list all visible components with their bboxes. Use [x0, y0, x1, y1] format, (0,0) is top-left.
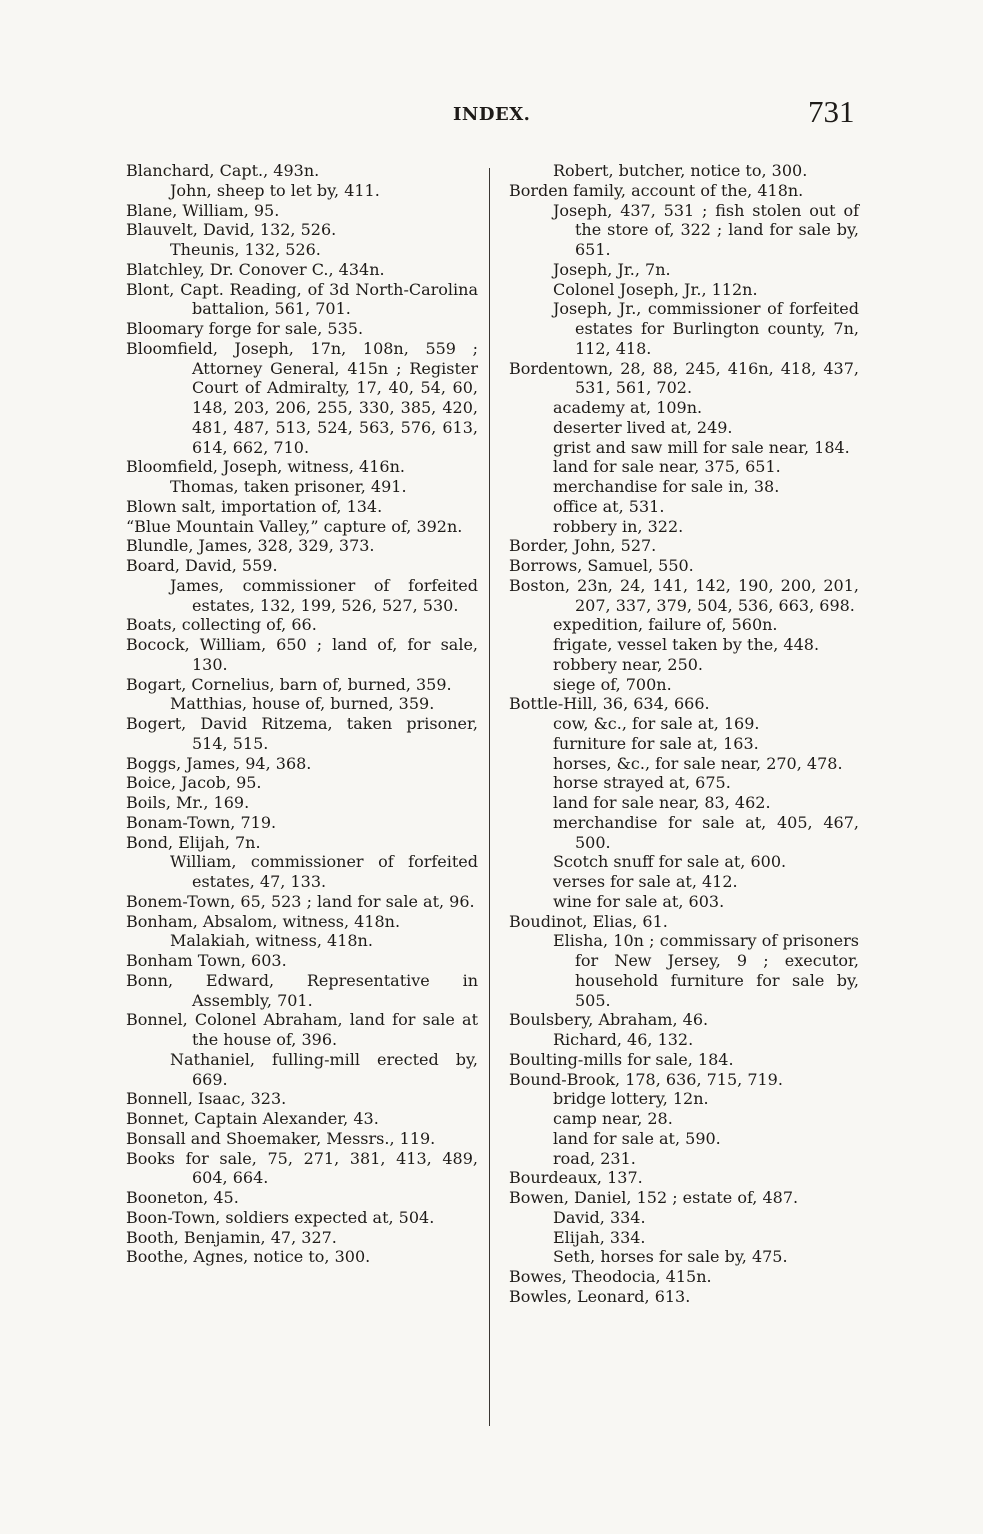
index-subentry: robbery near, 250. [553, 654, 704, 674]
index-subentry: office at, 531. [553, 496, 665, 516]
index-entry: Blont, Capt. Reading, of 3d North-Carolina battalion, 561, 701. [126, 279, 478, 319]
index-subentry: camp near, 28. [553, 1109, 673, 1128]
index-entry: Boston, 23n, 24, 141, 142, 190, 200, 201, 207, 337, 379, 504, 536, 663, 698. [509, 575, 859, 615]
index-entry: Boothe, Agnes, notice to, 300. [126, 1247, 371, 1267]
index-subentry: verses for sale at, 412. [553, 872, 738, 891]
index-entry: Bonnell, Isaac, 323. [126, 1089, 287, 1109]
index-entry: Boulsbery, Abraham, 46. [509, 1010, 709, 1030]
index-subentry: horse strayed at, 675. [553, 773, 731, 793]
index-subentry: Richard, 46, 132. [553, 1030, 694, 1049]
index-entry: Bloomary forge for sale, 535. [126, 319, 364, 338]
index-subentry: cow, &c., for sale at, 169. [553, 714, 760, 733]
index-entry: Booneton, 45. [126, 1188, 239, 1207]
index-subentry: Matthias, house of, burned, 359. [170, 694, 435, 714]
index-subentry: Joseph, Jr., 7n. [553, 259, 671, 279]
index-subentry: land for sale near, 83, 462. [553, 793, 771, 812]
index-subentry: Nathaniel, fulling-mill erected by, 669. [170, 1049, 478, 1089]
index-subentry: wine for sale at, 603. [553, 891, 725, 911]
index-entry: Bordentown, 28, 88, 245, 416n, 418, 437, 531, 561, 702. [509, 358, 859, 398]
index-entry: Blane, William, 95. [126, 200, 280, 220]
index-subentry: deserter lived at, 249. [553, 417, 733, 437]
index-entry: “Blue Mountain Valley,” capture of, 392n. [126, 516, 463, 536]
index-subentry: Seth, horses for sale by, 475. [553, 1247, 788, 1267]
index-entry: Borden family, account of the, 418n. [509, 180, 804, 200]
index-subentry: frigate, vessel taken by the, 448. [553, 635, 820, 654]
index-subentry: expedition, failure of, 560n. [553, 615, 778, 635]
index-entry: Booth, Benjamin, 47, 327. [126, 1227, 337, 1247]
index-entry: Boggs, James, 94, 368. [126, 753, 312, 773]
index-entry: Blauvelt, David, 132, 526. [126, 220, 337, 240]
index-entry: Borrows, Samuel, 550. [509, 556, 694, 575]
index-entry: Bogert, David Ritzema, taken prisoner, 514, 515. [126, 714, 478, 753]
index-entry: Boon-Town, soldiers expected at, 504. [126, 1207, 435, 1227]
index-subentry: furniture for sale at, 163. [553, 733, 759, 753]
index-entry: Blown salt, importation of, 134. [126, 496, 383, 516]
index-entry: Bottle-Hill, 36, 634, 666. [509, 694, 710, 714]
index-subentry: Thomas, taken prisoner, 491. [170, 477, 407, 496]
index-entry: Boudinot, Elias, 61. [509, 911, 668, 931]
index-entry: Bonem-Town, 65, 523 ; land for sale at, 96. [126, 891, 475, 911]
index-subentry: merchandise for sale at, 405, 467, 500. [553, 812, 859, 852]
index-entry: Bloomfield, Joseph, 17n, 108n, 559 ; Attorney General, 415n ; Register Court of Admiralty, 17, 40, 54, 60, 148, 203, 206, 255, 330, 385, 420, 481, 487, 513, 524, 563, 576, 613, 614, 662, 710. [126, 338, 478, 457]
index-subentry: academy at, 109n. [553, 398, 703, 417]
index-entry: Board, David, 559. [126, 556, 278, 575]
index-subentry: land for sale near, 375, 651. [553, 457, 781, 477]
index-subentry: David, 334. [553, 1207, 646, 1227]
index-subentry: Scotch snuff for sale at, 600. [553, 852, 787, 872]
index-entry: Bonsall and Shoemaker, Messrs., 119. [126, 1128, 436, 1148]
index-entry: Bourdeaux, 137. [509, 1168, 643, 1188]
index-entry: Bonam-Town, 719. [126, 812, 277, 832]
index-column-right [509, 161, 859, 1307]
index-entry: Bowen, Daniel, 152 ; estate of, 487. [509, 1188, 799, 1207]
index-subentry: Joseph, Jr., commissioner of forfeited estates for Burlington county, 7n, 112, 418. [553, 299, 859, 358]
index-column-left [126, 161, 478, 1267]
index-entry: Bound-Brook, 178, 636, 715, 719. [509, 1069, 783, 1089]
index-entry: Bowles, Leonard, 613. [509, 1286, 691, 1306]
index-entry: Bonn, Edward, Representative in Assembly, 701. [126, 970, 478, 1010]
index-entry: Bloomfield, Joseph, witness, 416n. [126, 457, 405, 477]
index-subentry: Elijah, 334. [553, 1227, 646, 1247]
index-subentry: Colonel Joseph, Jr., 112n. [553, 279, 758, 299]
index-entry: Bogart, Cornelius, barn of, burned, 359. [126, 674, 452, 694]
index-entry: Bonham, Absalom, witness, 418n. [126, 911, 401, 931]
index-subentry: Malakiah, witness, 418n. [170, 931, 373, 951]
index-subentry: land for sale at, 590. [553, 1128, 721, 1148]
index-entry: Bond, Elijah, 7n. [126, 832, 261, 852]
index-subentry: grist and saw mill for sale near, 184. [553, 437, 850, 457]
index-subentry: horses, &c., for sale near, 270, 478. [553, 753, 843, 773]
page-number: 731 [808, 94, 855, 129]
index-entry: Blanchard, Capt., 493n. [126, 161, 320, 180]
index-entry: Bonnel, Colonel Abraham, land for sale at the house of, 396. [126, 1010, 478, 1049]
index-subentry: Elisha, 10n ; commissary of prisoners for New Jersey, 9 ; executor, household furniture for sale by, 505. [553, 931, 859, 1010]
index-entry: Boils, Mr., 169. [126, 793, 250, 812]
index-subentry: James, commissioner of forfeited estates, 132, 199, 526, 527, 530. [170, 575, 478, 615]
index-subentry: bridge lottery, 12n. [553, 1089, 709, 1109]
index-entry: Blundle, James, 328, 329, 373. [126, 536, 375, 556]
column-divider [489, 168, 490, 1426]
index-subentry: Joseph, 437, 531 ; fish stolen out of the store of, 322 ; land for sale by, 651. [553, 200, 859, 259]
index-subentry: robbery in, 322. [553, 516, 684, 536]
index-entry: Bonnet, Captain Alexander, 43. [126, 1109, 379, 1128]
index-entry: Boice, Jacob, 95. [126, 773, 262, 793]
index-subentry: William, commissioner of forfeited estates, 47, 133. [170, 852, 478, 891]
index-subentry: siege of, 700n. [553, 674, 672, 694]
index-subentry: merchandise for sale in, 38. [553, 477, 780, 496]
index-subentry: John, sheep to let by, 411. [170, 180, 380, 200]
index-entry: Bonham Town, 603. [126, 951, 287, 970]
index-entry: Boats, collecting of, 66. [126, 615, 317, 635]
running-head: INDEX. [453, 104, 531, 125]
page-header [0, 94, 983, 134]
index-subentry: Robert, butcher, notice to, 300. [553, 161, 808, 180]
index-entry: Boulting-mills for sale, 184. [509, 1049, 734, 1069]
index-entry: Border, John, 527. [509, 536, 657, 556]
index-subentry: road, 231. [553, 1148, 636, 1168]
index-entry: Bocock, William, 650 ; land of, for sale, 130. [126, 635, 478, 674]
index-entry: Books for sale, 75, 271, 381, 413, 489, 604, 664. [126, 1148, 478, 1188]
index-subentry: Theunis, 132, 526. [170, 240, 321, 259]
index-entry: Blatchley, Dr. Conover C., 434n. [126, 259, 385, 279]
index-entry: Bowes, Theodocia, 415n. [509, 1267, 712, 1286]
